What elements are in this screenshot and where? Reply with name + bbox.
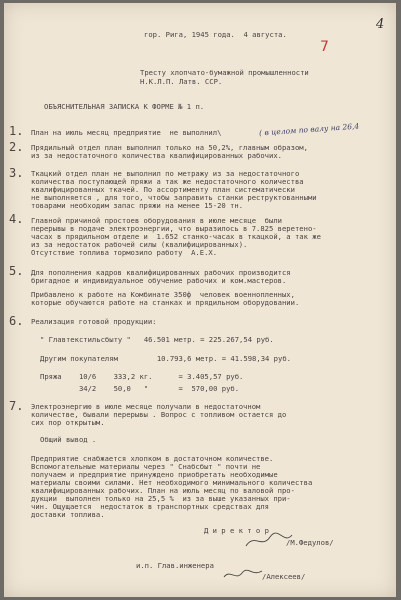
page-number: 4: [376, 17, 385, 32]
item-7-line: Электроэнергию в июле месяце получали в недостаточном: [31, 402, 261, 411]
conclusion-line: дукции выполнен только на 25,5 % из за выше указанных при-: [31, 494, 291, 503]
director-signature: [244, 531, 294, 551]
sales-row: " Главтекстильсбыту " 46.501 метр. = 225.267,54 руб.: [40, 335, 274, 344]
item-3-line: товарами необходим запас пряжи на менее 15-20 тн.: [31, 201, 244, 210]
addressee-line-1: Тресту хлопчато-бумажной промышленности: [140, 68, 309, 77]
addressee-line-2: Н.К.Л.П. Латв. ССР.: [140, 77, 223, 86]
engineer-label: и.п. Глав.инженера: [136, 561, 214, 570]
conclusion-line: материалы своими силами. Нет необходимого минимального количества: [31, 478, 313, 487]
item-3-line: Ткацкий отдел план не выполнил по метражу из за недостаточного: [31, 169, 300, 178]
item-6-number: 6.: [9, 314, 24, 328]
item-7-line: сих пор открытым.: [31, 418, 105, 427]
item-2-line: из за недостаточного количества квалифицированных рабочих.: [31, 151, 282, 160]
engineer-signature: [222, 565, 264, 583]
item-2-number: 2.: [9, 140, 24, 154]
director-label: Д и р е к т о р: [204, 526, 269, 535]
item-1-number: 1.: [9, 124, 24, 138]
handwritten-note: ( в целом по валу на 26,4: [258, 121, 360, 138]
item-5-line: Для пополнения кадров квалифицированных рабочих производится: [31, 268, 291, 277]
item-4-number: 4.: [9, 212, 24, 226]
conclusion-line: Вспомогательные материалы через " Снабсбыт " почти не: [31, 462, 261, 471]
item-2-line: Прядильный отдел план выполнил только на 50,2%, главным образом,: [31, 143, 308, 152]
conclusion-heading: Общий вывод .: [40, 435, 97, 444]
sales-row: 34/2 50,0 " = 570,00 руб.: [40, 384, 240, 393]
sales-row: Другим покупателям 10.793,6 метр. = 41.598,34 руб.: [40, 354, 291, 363]
item-5-number: 5.: [9, 264, 24, 278]
item-4-line: Отсутствие топлива тормозило работу А.Е.Х.: [31, 248, 218, 257]
sales-row: Пряжа 10/6 333,2 кг. = 3.405,57 руб.: [40, 372, 244, 381]
item-4-line: Главной причиной простоев оборудования в июле месяце были: [31, 216, 282, 225]
conclusion-line: чин. Ощущается недостаток в транспортных средствах для: [31, 502, 269, 511]
item-5-line: которые обучаются работе на станках и прядильном оборудовании.: [31, 298, 300, 307]
red-mark: 7: [320, 39, 329, 55]
item-6-line: Реализация готовой продукции:: [31, 317, 157, 326]
item-4-line: перерывы в подаче электроэнергии, что выразилось в 7.825 веретено-: [31, 224, 317, 233]
item-4-line: из за недостаток рабочей силы (квалифицированных).: [31, 240, 248, 249]
item-1-line: План на июль месяц предприятие не выполнил\: [31, 128, 222, 137]
item-3-line: не выполняется , для того, чтобы заправить станки реструктованными: [31, 193, 317, 202]
item-5-line: Прибавлено к работе на Комбинате 350ф человек военнопленных,: [31, 290, 295, 299]
item-7-number: 7.: [9, 399, 24, 413]
conclusion-line: Предприятие снабжается хлопком в достаточном количестве.: [31, 454, 274, 463]
item-7-line: количестве, бывали перерывы . Вопрос с топливом остается до: [31, 410, 287, 419]
document-title: ОБЪЯСНИТЕЛЬНАЯ ЗАПИСКА К ФОРМЕ № 1 п.: [44, 102, 205, 111]
engineer-name: /Алексеев/: [262, 572, 306, 581]
conclusion-line: доставки топлива.: [31, 510, 105, 519]
item-5-line: бригадное и индивидуальное обучение рабочих и ком.мастеров.: [31, 276, 287, 285]
conclusion-line: получаем и предприятие принуждено приобретать необходимые: [31, 470, 278, 479]
document-sheet: [4, 3, 396, 597]
item-4-line: часах в прядильном отделе и 1.652 станко-часах в ткацкой, а так же: [31, 232, 321, 241]
place-date: гор. Рига, 1945 года. 4 августа.: [144, 30, 287, 39]
conclusion-line: квалифицированных рабочих. План на июль месяц по валовой про-: [31, 486, 295, 495]
director-name: /М.Федулов/: [286, 538, 334, 547]
item-3-line: количества поступающей пряжи а так же недостаточного количества: [31, 177, 304, 186]
item-3-number: 3.: [9, 166, 24, 180]
item-3-line: квалифицированных ткачей. По ассортименту план систематически: [31, 185, 295, 194]
